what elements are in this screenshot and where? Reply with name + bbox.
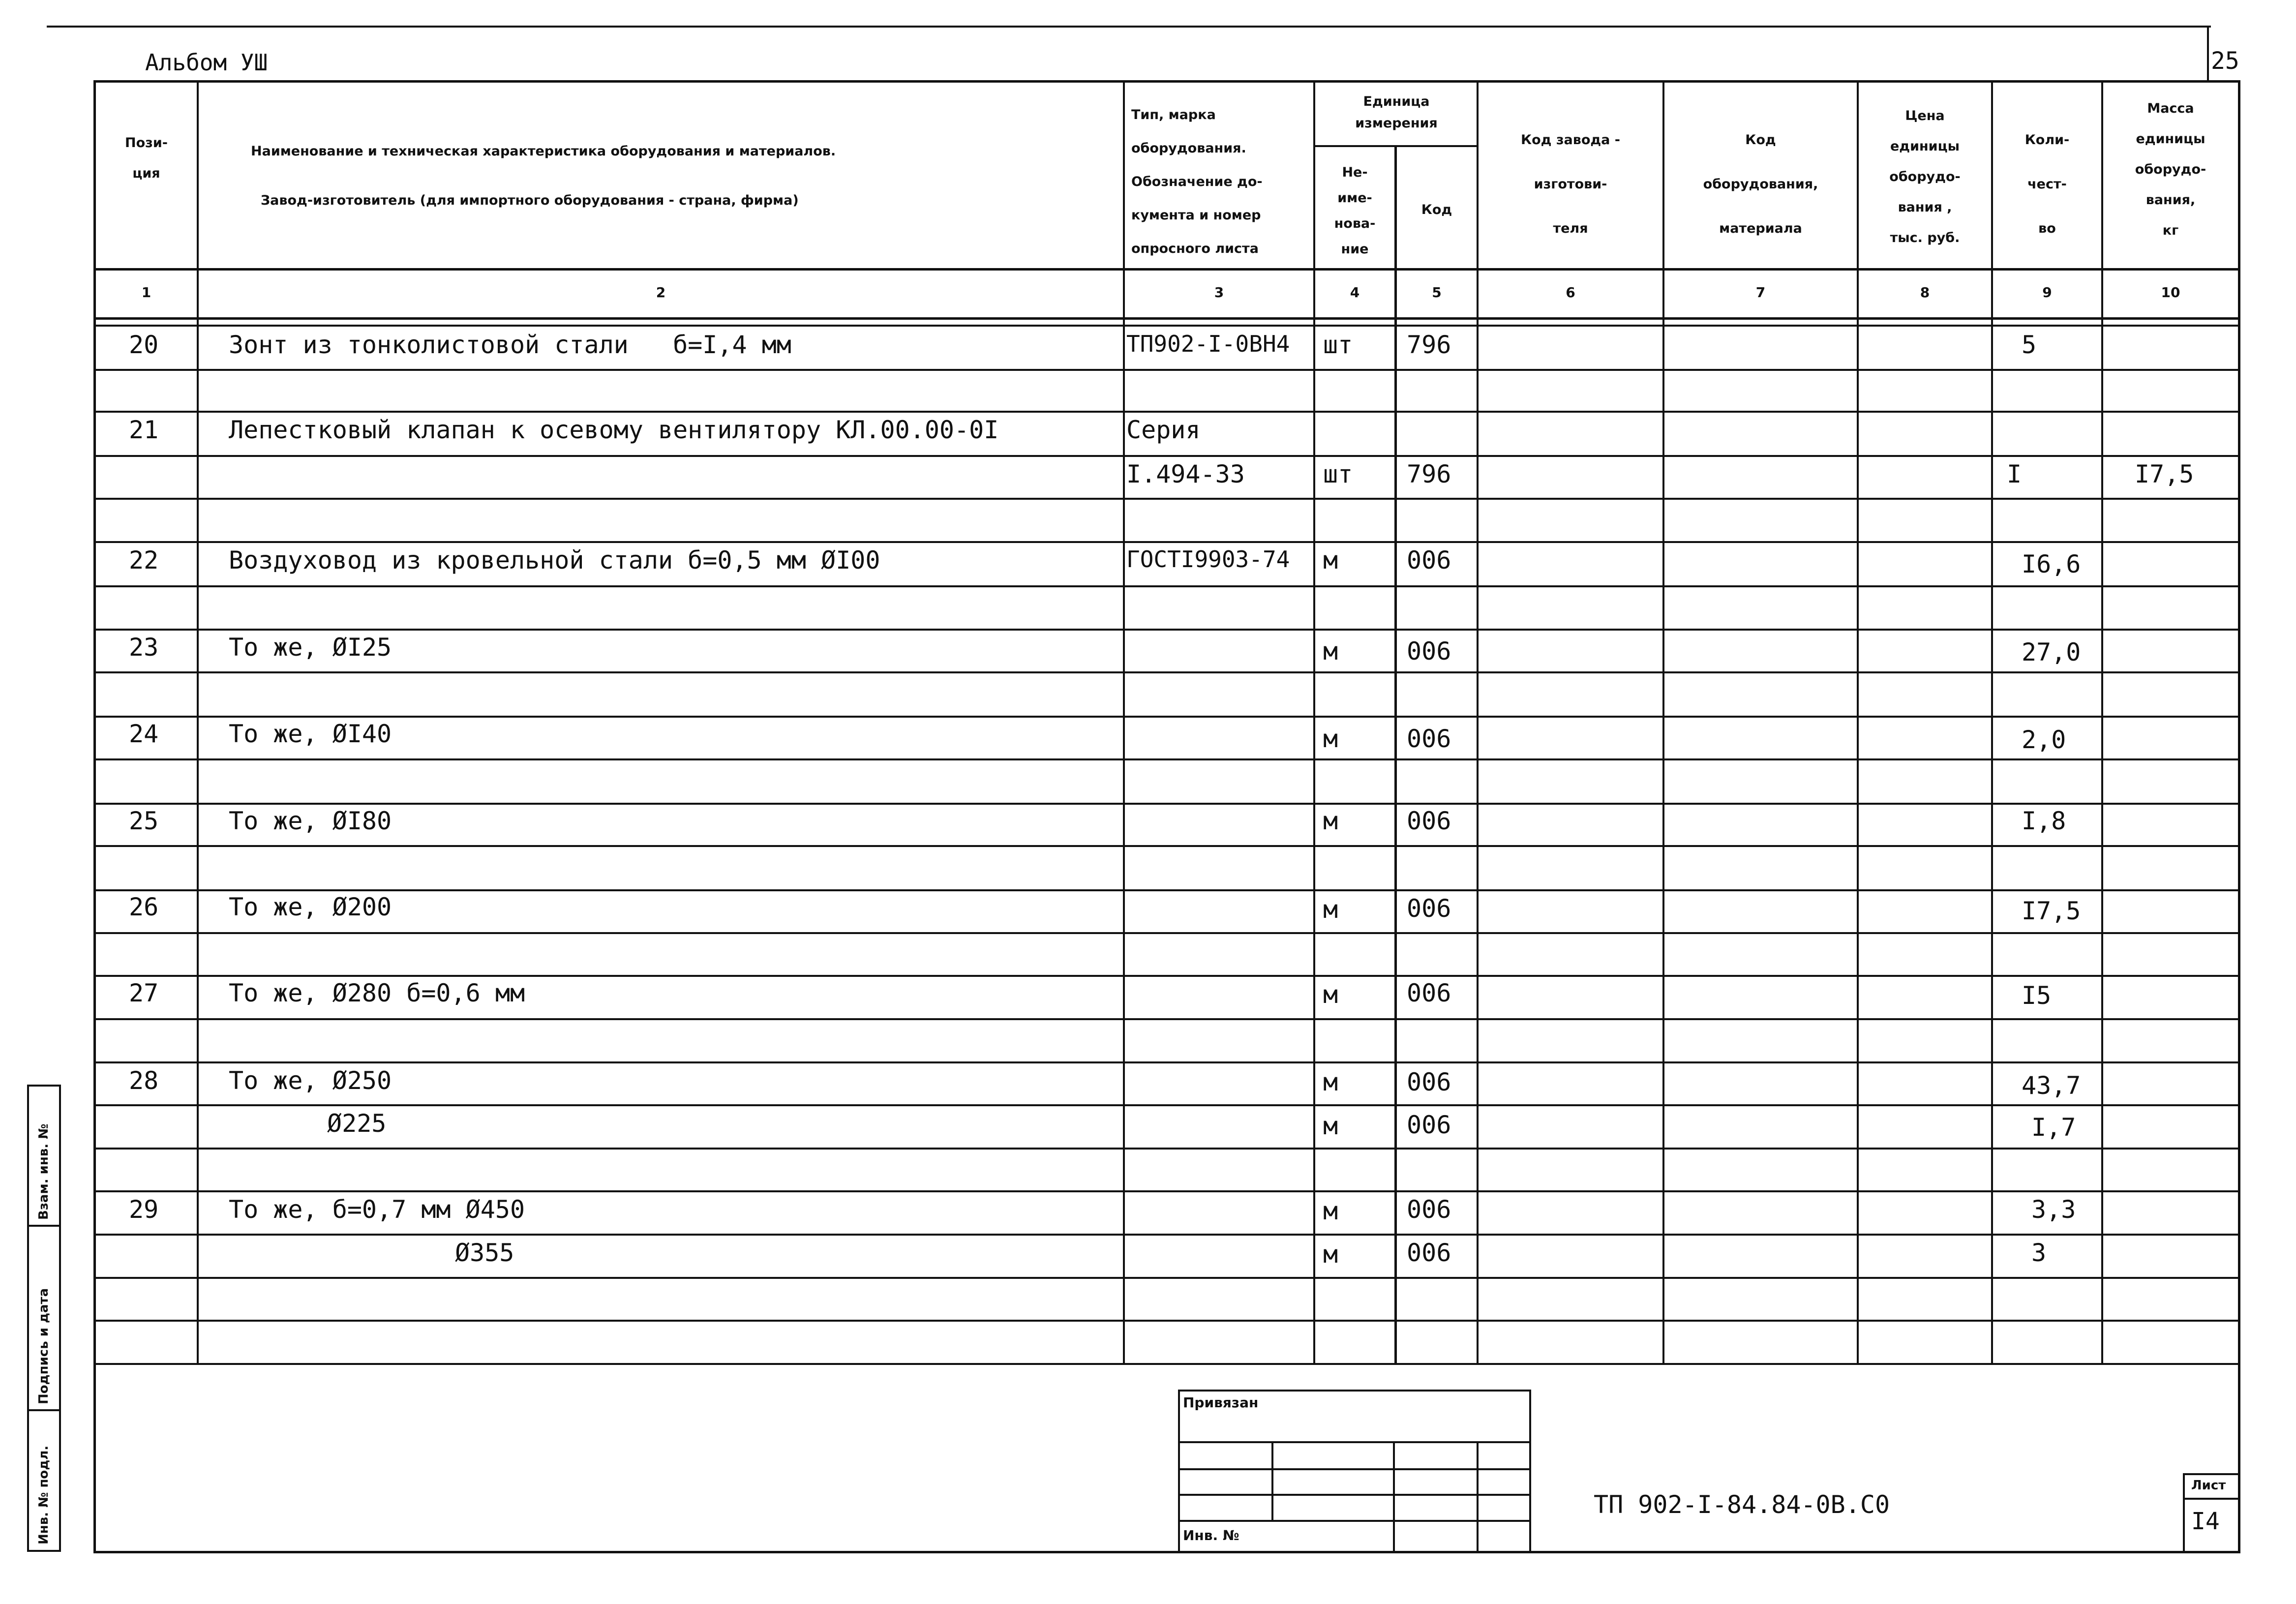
cell-qty: I,8 [2022,807,2066,835]
cell-type: Серия [1126,416,1201,444]
table-row [0,1066,2296,1101]
cell-pos: 28 [129,1066,159,1095]
row-line [93,889,2240,891]
table-bottom [93,1551,2240,1553]
row-line [93,369,2240,371]
cell-pos: 25 [129,807,159,835]
side-strip-bottom [27,1550,60,1552]
cell-name: Зонт из тонколистовой стали б=I,4 мм [229,331,791,359]
table-row [0,416,2296,450]
cell-code: 006 [1407,546,1451,575]
row-line [93,1104,2240,1106]
page-corner-number: 25 [2211,47,2239,75]
row-line [93,629,2240,631]
cell-pos: 21 [129,416,159,444]
colnum-4: 4 [1350,284,1360,301]
colnum-10: 10 [2161,284,2180,301]
list-number: I4 [2191,1508,2220,1535]
document-code: ТП 902-I-84.84-0В.С0 [1594,1490,1890,1519]
colnum-3: 3 [1214,284,1224,301]
cell-name: Ø355 [455,1239,514,1267]
cell-code: 006 [1407,894,1451,923]
cell-pos: 26 [129,893,159,921]
cell-pos: 29 [129,1195,159,1224]
header-col4: Не- име- нова- ние [1334,165,1376,257]
row-line [93,1061,2240,1063]
colnum-9: 9 [2042,284,2052,301]
header-col3: Тип, марка оборудования. Обозначение до- кумента и номер опросного листа [1131,107,1263,256]
row-line [93,585,2240,587]
colnum-2: 2 [656,284,666,301]
cell-name: То же, ØI25 [229,633,392,662]
cell-pos: 27 [129,979,159,1007]
side-label-podpis: Подпись и дата [36,1288,51,1404]
table-row [0,331,2296,365]
cell-name: Ø225 [327,1109,387,1138]
corner-box-left [2207,26,2209,82]
colnum-8: 8 [1920,284,1930,301]
header-col7: Код оборудования, материала [1703,132,1818,236]
row-line [93,716,2240,718]
cell-pos: 22 [129,546,159,575]
row-line [93,325,2240,327]
cell-code: 796 [1407,331,1451,359]
row-line [93,932,2240,934]
cell-qty: 5 [2022,331,2037,359]
cell-type: ТП902-I-0ВН4 [1126,331,1290,357]
cell-code: 006 [1407,807,1451,835]
row-line [93,1148,2240,1150]
cell-name: То же, Ø280 б=0,6 мм [229,979,525,1007]
row-line [93,1363,2240,1365]
table-row [0,979,2296,1013]
cell-qty: I6,6 [2022,550,2081,578]
cell-code: 006 [1407,1239,1451,1267]
cell-code: 006 [1407,725,1451,753]
cell-name: То же, Ø250 [229,1066,392,1095]
table-row [0,807,2296,841]
side-strip-left [27,1085,29,1552]
header-col9: Коли- чест- во [2024,132,2070,236]
row-line [93,803,2240,805]
cell-pos: 23 [129,633,159,662]
stamp-inv-label: Инв. № [1183,1527,1239,1543]
cell-unit: м [1323,895,1338,924]
cell-code: 006 [1407,979,1451,1007]
table-row [0,1195,2296,1230]
table-row [0,1109,2296,1144]
list-box-left [2183,1473,2185,1552]
stamp-privyazan-label: Привязан [1183,1394,1259,1411]
table-row [0,633,2296,667]
cell-unit: м [1323,1240,1338,1269]
cell-code: 796 [1407,460,1451,488]
cell-unit: м [1323,1197,1338,1225]
cell-unit: шт [1323,460,1353,488]
row-line [93,541,2240,543]
row-line [93,411,2240,413]
header-col6: Код завода - изготови- теля [1521,132,1620,236]
cell-code: 006 [1407,1111,1451,1139]
row-line [93,975,2240,977]
row-line [93,1277,2240,1279]
list-label: Лист [2191,1478,2226,1493]
cell-type: ГОСТI9903-74 [1126,546,1290,573]
cell-qty: I7,5 [2022,897,2081,925]
cell-code: 006 [1407,1195,1451,1224]
cell-pos: 24 [129,720,159,748]
row-line [93,498,2240,500]
cell-qty: 2,0 [2022,726,2066,754]
cell-qty: 3 [2031,1239,2047,1267]
cell-mass: I7,5 [2135,460,2194,488]
cell-name: Лепестковый клапан к осевому вентилятору КЛ.00.00-0I [229,416,999,444]
colnum-5: 5 [1432,284,1442,301]
cell-qty: I [2007,460,2022,488]
list-box-top [2183,1473,2240,1475]
side-strip-div1 [27,1225,60,1227]
unit-group-divider [1313,145,1479,147]
cell-type: I.494-33 [1126,460,1245,488]
top-border [47,26,2211,28]
header-col10: Масса единицы оборудо- вания, кг [2135,101,2206,238]
table-row [0,720,2296,754]
cell-qty: 43,7 [2022,1071,2081,1100]
cell-name: То же, Ø200 [229,893,392,921]
table-row [0,460,2296,494]
cell-name: То же, ØI80 [229,807,392,835]
cell-pos: 20 [129,331,159,359]
cell-unit: м [1323,1068,1338,1096]
colnum-bottom [93,317,2240,320]
row-line [93,1234,2240,1236]
row-line [93,1320,2240,1322]
side-label-inv-podl: Инв. № подл. [36,1445,51,1544]
row-line [93,455,2240,457]
cell-name: То же, ØI40 [229,720,392,748]
side-strip-div2 [27,1409,60,1411]
cell-name: Воздуховод из кровельной стали б=0,5 мм ØI00 [229,546,880,575]
header-col2: Наименование и техническая характеристика оборудования и материалов. Завод-изготовитель (для импортного оборудования - страна, фирма) [251,144,836,208]
header-bottom [93,268,2240,271]
side-label-vzam: Взам. инв. № [36,1123,51,1220]
table-top [93,80,2240,83]
table-row [0,1239,2296,1273]
colnum-7: 7 [1755,284,1766,301]
row-line [93,671,2240,673]
colnum-1: 1 [141,284,151,301]
cell-unit: м [1323,546,1338,575]
colnum-6: 6 [1566,284,1575,301]
col-line-4 [1394,145,1397,1365]
header-col5: Код [1421,202,1452,217]
cell-qty: I,7 [2031,1113,2076,1142]
cell-unit: м [1323,725,1338,753]
cell-qty: 27,0 [2022,638,2081,666]
cell-code: 006 [1407,1068,1451,1096]
cell-unit: м [1323,807,1338,835]
album-title: Альбом УШ [145,49,268,76]
cell-unit: м [1323,980,1338,1009]
row-line [93,758,2240,760]
table-row [0,546,2296,580]
cell-qty: I5 [2022,981,2052,1010]
stamp-privyazan [1178,1390,1531,1552]
row-line [93,1190,2240,1192]
side-strip-top [27,1085,60,1087]
row-line [93,845,2240,847]
cell-unit: м [1323,637,1338,666]
list-box-mid [2183,1498,2240,1500]
header-col1: Пози- ция [125,135,168,181]
cell-name: То же, б=0,7 мм Ø450 [229,1195,525,1224]
table-row [0,893,2296,927]
header-col8: Цена единицы оборудо- вания , тыс. руб. [1889,108,1961,245]
header-unit-group: Единица измерения [1355,94,1438,131]
cell-unit: м [1323,1112,1338,1140]
row-line [93,1018,2240,1020]
cell-code: 006 [1407,637,1451,666]
side-strip-right [59,1085,61,1552]
cell-unit: шт [1323,331,1353,359]
cell-qty: 3,3 [2031,1195,2076,1224]
